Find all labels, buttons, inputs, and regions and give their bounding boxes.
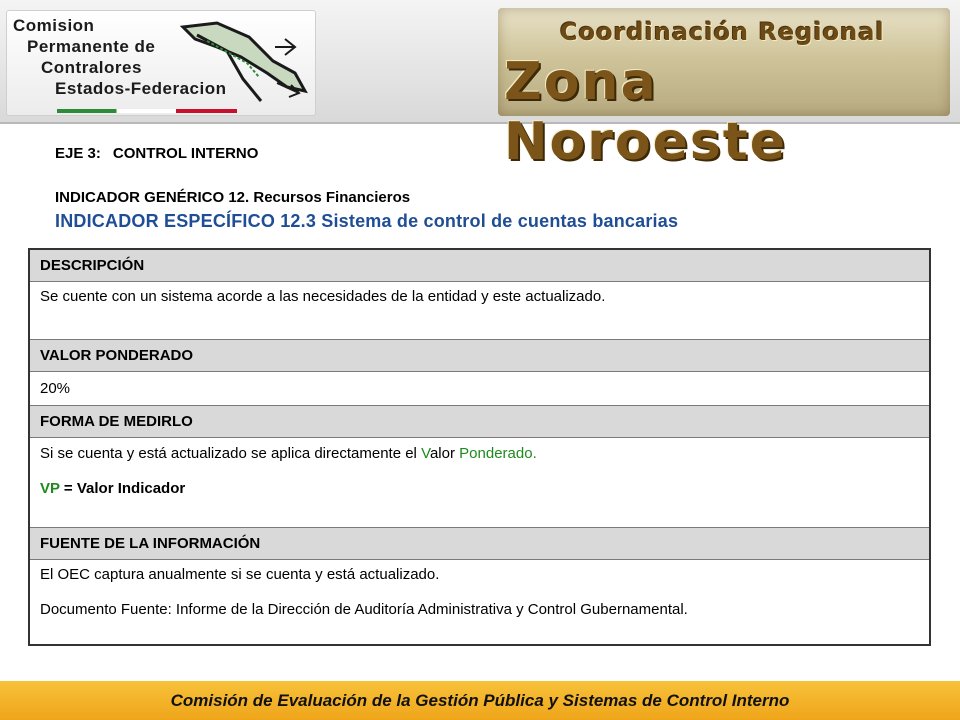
org-line-2: Permanente de xyxy=(27,37,156,56)
org-line-4: Estados-Federacion xyxy=(55,79,227,98)
axis-name: CONTROL INTERNO xyxy=(112,145,259,162)
specific-indicator: INDICADOR ESPECÍFICO 12.3 Sistema de control de cuentas bancarias xyxy=(55,211,679,231)
vp-formula xyxy=(40,478,919,499)
source-text-2: Documento Fuente: Informe de la Dirección de Auditoría Administrativa y Control Gubernamental. xyxy=(40,601,688,618)
weighted-value-cell: 20% xyxy=(30,372,929,406)
indicator-table xyxy=(28,248,931,646)
axis-label: EJE 3: xyxy=(55,145,101,162)
org-line-1: Comision xyxy=(13,16,95,35)
spacer xyxy=(40,464,919,478)
flag-stripe xyxy=(57,109,237,113)
weighted-value-header: VALOR PONDERADO xyxy=(30,340,929,372)
region-subtitle: Coordinación Regional xyxy=(560,18,885,46)
organization-logo xyxy=(6,10,316,116)
footer-bar xyxy=(0,681,960,720)
measurement-alor: alor xyxy=(429,445,460,462)
org-line-3: Contralores xyxy=(41,58,142,77)
spacer xyxy=(40,585,919,599)
axis-heading xyxy=(55,145,258,162)
generic-indicator: INDICADOR GENÉRICO 12. Recursos Financieros xyxy=(55,189,411,206)
vp-rest: = Valor Indicador xyxy=(59,480,186,497)
measurement-p: P xyxy=(459,445,470,462)
region-title: Zona Noroeste xyxy=(504,52,787,172)
measurement-prefix: Si se cuenta y está actualizado se aplica directamente el xyxy=(40,445,422,462)
measurement-text xyxy=(40,443,919,464)
source-text-1: El OEC captura anualmente si se cuenta y está actualizado. xyxy=(40,566,440,583)
description-cell: Se cuente con un sistema acorde a las necesidades de la entidad y este actualizado. xyxy=(30,282,929,340)
description-header: DESCRIPCIÓN xyxy=(30,250,929,282)
measurement-header: FORMA DE MEDIRLO xyxy=(30,406,929,438)
region-title-box xyxy=(498,8,950,172)
measurement-cell xyxy=(30,438,929,528)
source-header: FUENTE DE LA INFORMACIÓN xyxy=(30,528,929,560)
measurement-onderado: onderado. xyxy=(469,445,537,462)
source-cell xyxy=(30,560,929,644)
footer-text: Comisión de Evaluación de la Gestión Pública y Sistemas de Control Interno xyxy=(170,691,790,710)
vp-abbr: VP xyxy=(40,480,60,497)
measurement-v: V xyxy=(421,445,430,462)
map-icon xyxy=(177,17,313,113)
